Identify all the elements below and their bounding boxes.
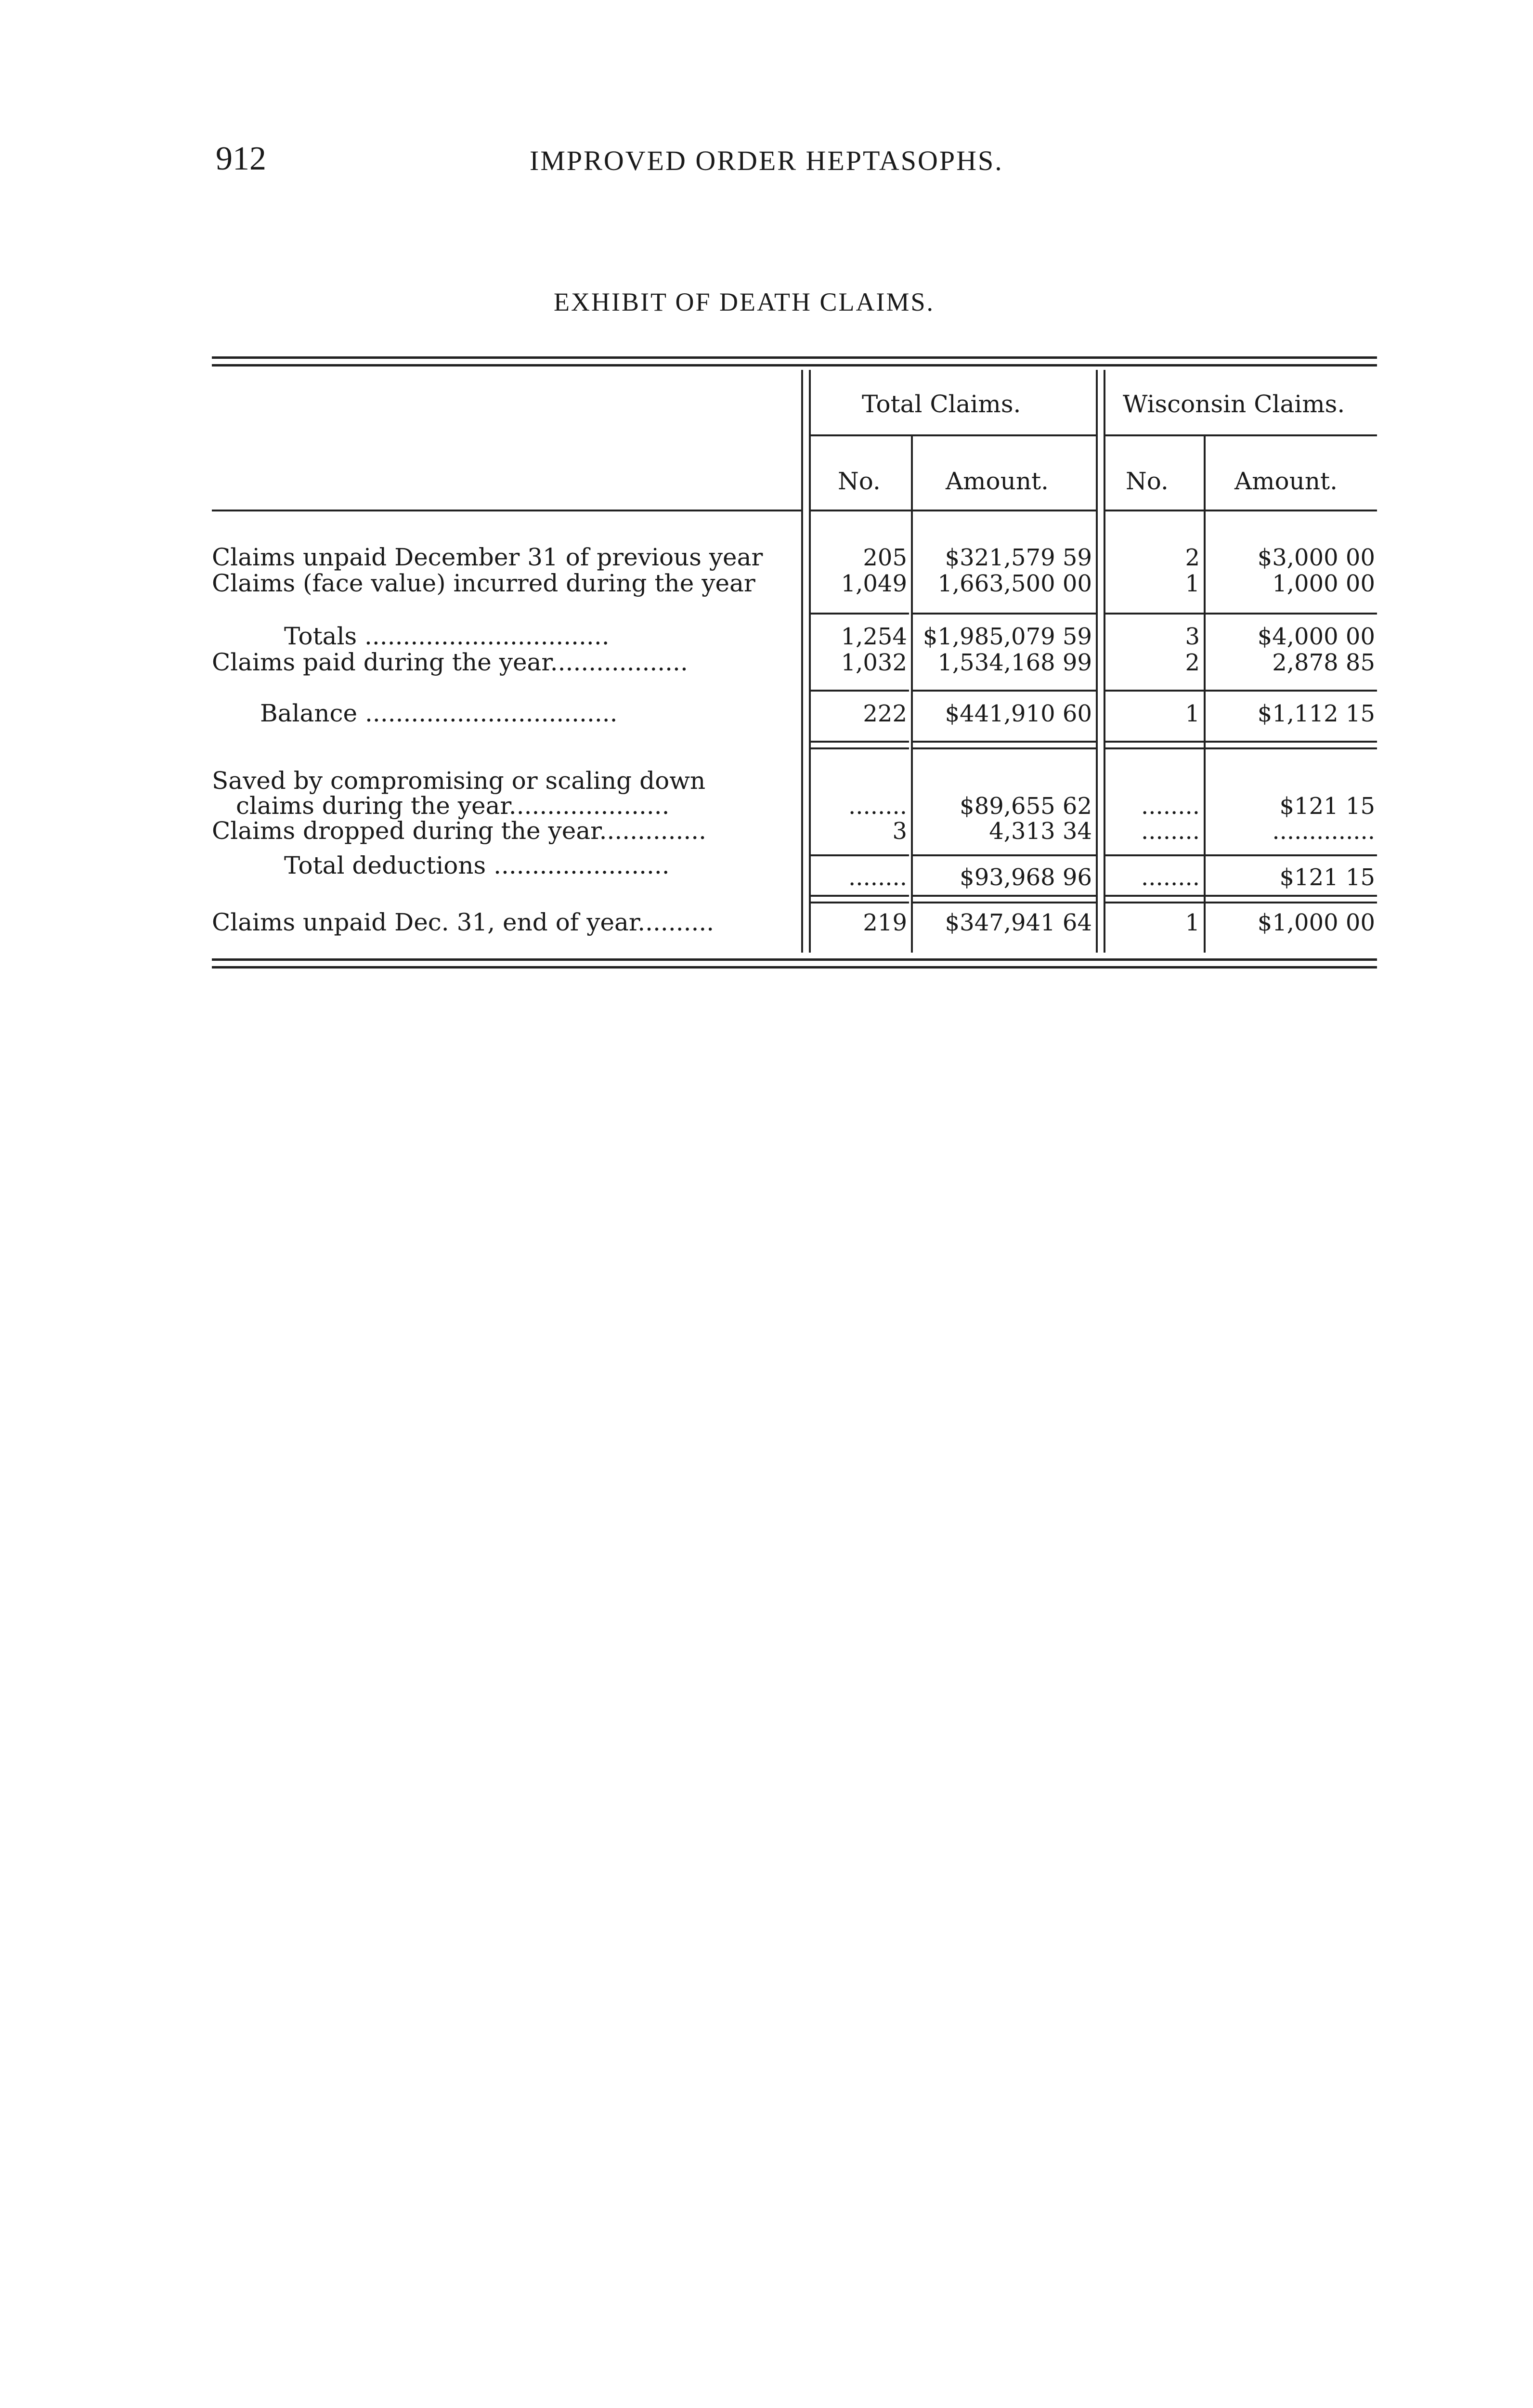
cell-total-amount: $89,655 62 — [960, 793, 1092, 820]
death-claims-table — [212, 370, 1377, 953]
balance-rule — [913, 690, 1096, 692]
subtotal-rule — [1105, 613, 1204, 615]
cell-wis-no: 1 — [1185, 570, 1200, 597]
group-header-underline-total — [809, 434, 1096, 436]
cell-wis-amount: $1,112 15 — [1257, 700, 1375, 727]
balance-rule — [811, 690, 909, 692]
cell-wis-amount: $121 15 — [1279, 864, 1375, 891]
cell-total-amount: $321,579 59 — [945, 544, 1092, 571]
final-double-rule — [913, 895, 1096, 897]
cell-wis-no: ........ — [1141, 818, 1200, 845]
deductions-rule — [1206, 854, 1377, 856]
page-number: 912 — [216, 140, 266, 177]
cell-wis-no: ........ — [1141, 864, 1200, 891]
balance-rule — [1206, 690, 1377, 692]
cell-total-no: 219 — [863, 909, 907, 936]
cell-total-no: 1,032 — [841, 649, 907, 676]
cell-total-amount: $93,968 96 — [960, 864, 1092, 891]
cell-total-amount: 1,534,168 99 — [937, 649, 1092, 676]
cell-wis-amount: 1,000 00 — [1272, 570, 1375, 597]
balance-double-rule — [913, 741, 1096, 743]
cell-total-no: 1,254 — [841, 623, 907, 650]
cell-wis-no: 2 — [1185, 649, 1200, 676]
cell-total-no: ........ — [848, 864, 907, 891]
top-rule-1 — [212, 356, 1377, 359]
row-label-total-deductions: Total deductions ....................... — [284, 851, 670, 879]
cell-wis-amount: $3,000 00 — [1257, 544, 1375, 571]
running-title: IMPROVED ORDER HEPTASOPHS. — [530, 145, 1003, 176]
cell-wis-amount: .............. — [1272, 818, 1375, 845]
header-wis-no: No. — [1126, 467, 1169, 495]
final-double-rule — [811, 895, 909, 897]
cell-wis-no: 1 — [1185, 909, 1200, 936]
cell-wis-amount: $1,000 00 — [1257, 909, 1375, 936]
cell-total-amount: $347,941 64 — [945, 909, 1092, 936]
cell-wis-amount: 2,878 85 — [1272, 649, 1375, 676]
group-header-underline-wis — [1104, 434, 1377, 436]
header-wisconsin-claims: Wisconsin Claims. — [1123, 390, 1345, 418]
header-total-no: No. — [838, 467, 881, 495]
final-double-rule — [811, 902, 909, 903]
column-separator-d — [1096, 370, 1098, 953]
deductions-rule — [913, 854, 1096, 856]
cell-wis-no: 3 — [1185, 623, 1200, 650]
cell-wis-no: ........ — [1141, 793, 1200, 820]
subtotal-rule — [913, 613, 1096, 615]
row-label-totals: Totals ................................ — [284, 622, 610, 650]
header-underline-total-no — [809, 510, 911, 511]
cell-total-no: ........ — [848, 793, 907, 820]
cell-total-amount: 4,313 34 — [989, 818, 1092, 845]
cell-wis-amount: $4,000 00 — [1257, 623, 1375, 650]
cell-total-no: 3 — [892, 818, 907, 845]
row-label: Claims unpaid Dec. 31, end of year.......... — [212, 908, 715, 936]
cell-total-no: 222 — [863, 700, 907, 727]
balance-double-rule — [1105, 747, 1204, 749]
final-double-rule — [913, 902, 1096, 903]
row-label: Claims (face value) incurred during the year — [212, 569, 755, 597]
cell-total-amount: 1,663,500 00 — [937, 570, 1092, 597]
top-rule-2 — [212, 364, 1377, 366]
final-double-rule — [1206, 895, 1377, 897]
subtotal-rule — [811, 613, 909, 615]
row-label: Claims dropped during the year.............. — [212, 817, 707, 845]
header-underline-wis-amount — [1206, 510, 1377, 511]
bottom-rule-1 — [212, 958, 1377, 961]
bottom-rule-2 — [212, 966, 1377, 968]
final-double-rule — [1105, 902, 1204, 903]
balance-double-rule — [1105, 741, 1204, 743]
balance-double-rule — [913, 747, 1096, 749]
row-label: Claims paid during the year.................. — [212, 648, 688, 676]
header-underline-total-amount — [913, 510, 1096, 511]
row-label-balance: Balance ................................. — [260, 699, 618, 727]
cell-wis-amount: $121 15 — [1279, 793, 1375, 820]
balance-double-rule — [1206, 747, 1377, 749]
header-underline-wis-no — [1104, 510, 1204, 511]
cell-wis-no: 1 — [1185, 700, 1200, 727]
row-label: claims during the year..................... — [236, 792, 670, 820]
row-label: Claims unpaid December 31 of previous year — [212, 543, 763, 571]
header-underline-stub — [212, 510, 801, 511]
balance-rule — [1105, 690, 1204, 692]
column-separator-a — [801, 370, 803, 953]
exhibit-title: EXHIBIT OF DEATH CLAIMS. — [554, 288, 935, 316]
deductions-rule — [1105, 854, 1204, 856]
cell-total-no: 1,049 — [841, 570, 907, 597]
balance-double-rule — [811, 747, 909, 749]
cell-total-amount: $441,910 60 — [945, 700, 1092, 727]
header-total-claims: Total Claims. — [862, 390, 1021, 418]
row-label: Saved by compromising or scaling down — [212, 767, 706, 795]
cell-total-no: 205 — [863, 544, 907, 571]
final-double-rule — [1206, 902, 1377, 903]
cell-wis-no: 2 — [1185, 544, 1200, 571]
balance-double-rule — [1206, 741, 1377, 743]
final-double-rule — [1105, 895, 1204, 897]
cell-total-amount: $1,985,079 59 — [922, 623, 1092, 650]
header-total-amount: Amount. — [946, 467, 1049, 495]
deductions-rule — [811, 854, 909, 856]
balance-double-rule — [811, 741, 909, 743]
subtotal-rule — [1206, 613, 1377, 615]
header-wis-amount: Amount. — [1234, 467, 1338, 495]
